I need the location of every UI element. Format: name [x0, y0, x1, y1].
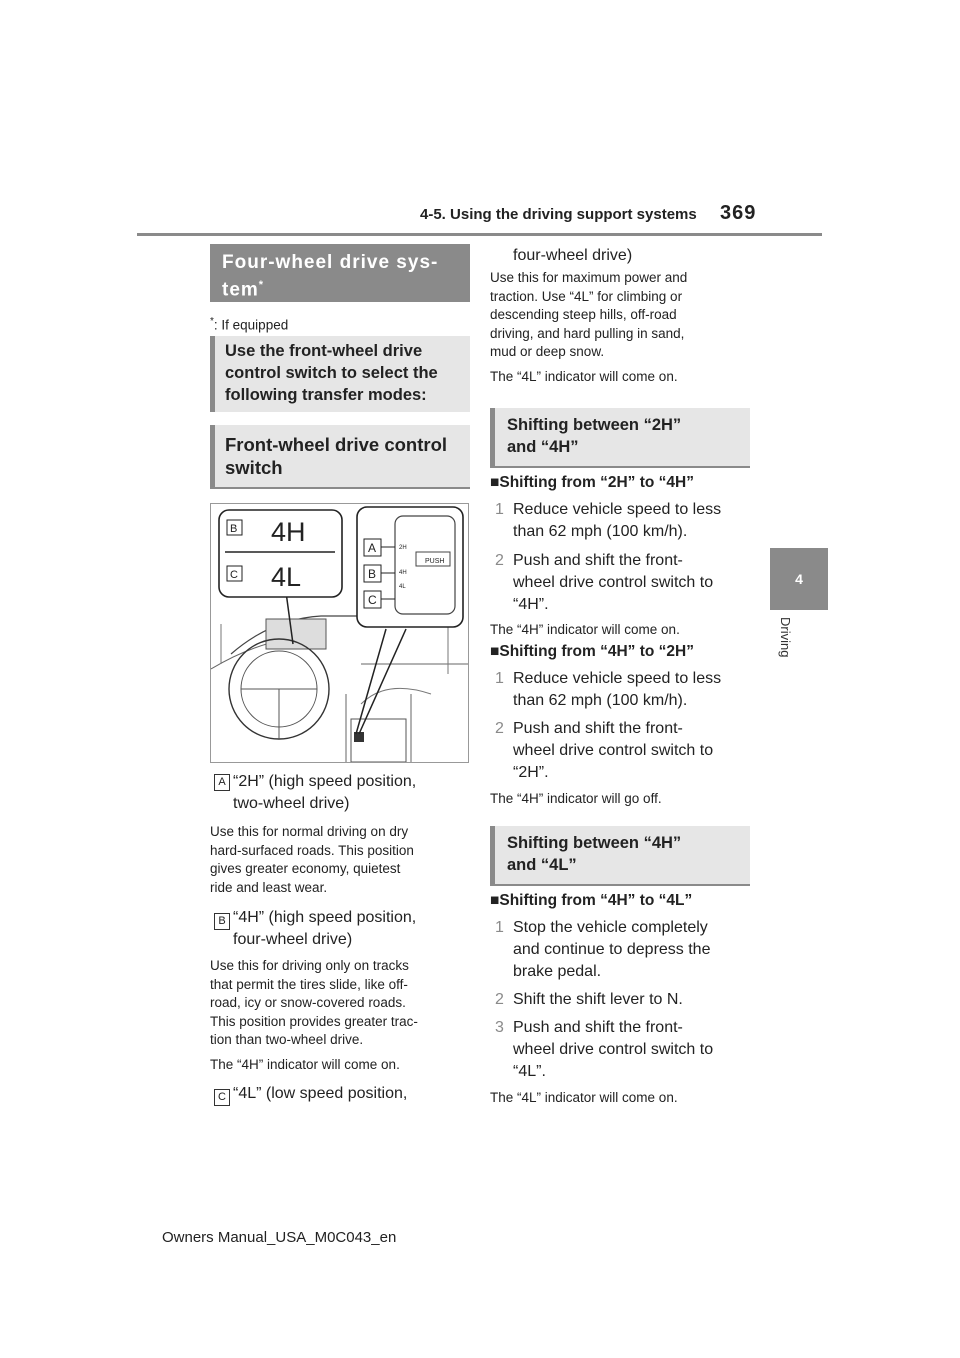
footer-manual-id: Owners Manual_USA_M0C043_en: [162, 1229, 397, 1246]
heading-shift-2h-4h: Shifting between “2H” and “4H”: [490, 408, 750, 466]
note-4h4l: The “4L” indicator will come on.: [490, 1090, 678, 1105]
step-4h2h-1: 1 Reduce vehicle speed to less than 62 mph (100 km/h).: [495, 670, 722, 709]
step-4h4l-2: 2 Shift the shift lever to N.: [495, 991, 683, 1008]
svg-text:A: A: [368, 541, 377, 555]
mode-a-desc: Use this for normal driving on dry hard-surfaced roads. This position gives greater economy, quietest ride and least wear.: [210, 824, 414, 895]
svg-text:4H: 4H: [271, 517, 306, 547]
chapter-tab: 4: [770, 548, 828, 610]
heading-underline: [490, 466, 750, 468]
section-title: 4-5. Using the driving support systems: [420, 206, 697, 223]
header-rule: [137, 233, 822, 236]
mode-c-desc: Use this for maximum power and traction. Use “4L” for climbing or descending steep hills, off-road driving, and hard pulling in sand, mud or deep snow. The “4L” indicator will come on.: [490, 270, 688, 384]
mode-c-title-l2: four-wheel drive): [513, 247, 633, 264]
svg-text:C: C: [230, 569, 238, 581]
step-4h4l-1: 1 Stop the vehicle completely and continue to depress the brake pedal.: [495, 919, 711, 980]
svg-text:B: B: [230, 523, 238, 535]
step-2h4h-1: 1 Reduce vehicle speed to less than 62 mph (100 km/h).: [495, 501, 722, 540]
mode-b-title: “4H” (high speed position, four-wheel drive): [233, 909, 417, 948]
switch-illustration: [210, 503, 469, 763]
svg-text:4L: 4L: [399, 584, 406, 590]
svg-text:4L: 4L: [271, 562, 302, 592]
page-number: 369: [720, 202, 757, 224]
dashboard-drawing: [211, 504, 468, 762]
mode-c-title-l1: “4L” (low speed position,: [233, 1085, 408, 1102]
note-2h4h: The “4H” indicator will come on.: [490, 622, 680, 637]
switch-heading: Front-wheel drive control switch: [210, 425, 470, 487]
heading-underline: [210, 487, 470, 489]
sub-2h-to-4h: ■Shifting from “2H” to “4H”: [490, 474, 694, 491]
heading-shift-4h-4l: Shifting between “4H” and “4L”: [490, 826, 750, 884]
step-4h4l-3: 3 Push and shift the front- wheel drive control switch to “4L”.: [495, 1019, 714, 1080]
step-2h4h-2: 2 Push and shift the front- wheel drive control switch to “4H”.: [495, 552, 714, 613]
intro-box: Use the front-wheel drive control switch to select the following transfer modes:: [210, 336, 470, 412]
svg-text:PUSH: PUSH: [425, 558, 445, 565]
mode-b-desc: Use this for driving only on tracks that permit the tires slide, like off- road, icy or snow-covered roads. This position provides greater trac- tion than two-wheel drive. The “4H” indicator will come on.: [210, 958, 418, 1072]
chapter-label: Driving: [778, 617, 793, 658]
sub-4h-to-4l: ■Shifting from “4H” to “4L”: [490, 892, 693, 909]
note-4h2h: The “4H” indicator will go off.: [490, 791, 662, 806]
mode-c-label-box: C: [214, 1087, 230, 1106]
main-heading: Four-wheel drive sys-tem*: [210, 244, 470, 302]
step-4h2h-2: 2 Push and shift the front- wheel drive control switch to “2H”.: [495, 720, 714, 781]
footnote: *: If equipped: [210, 316, 289, 333]
heading-underline: [490, 884, 750, 886]
svg-text:4H: 4H: [399, 570, 407, 576]
mode-a-title: “2H” (high speed position, two-wheel drive): [233, 773, 417, 812]
mode-b-label-box: B: [214, 911, 230, 930]
sub-4h-to-2h: ■Shifting from “4H” to “2H”: [490, 643, 694, 660]
mode-a-label-box: A: [214, 772, 230, 791]
svg-text:2H: 2H: [399, 545, 407, 551]
svg-text:B: B: [368, 567, 377, 581]
svg-text:C: C: [368, 593, 377, 607]
